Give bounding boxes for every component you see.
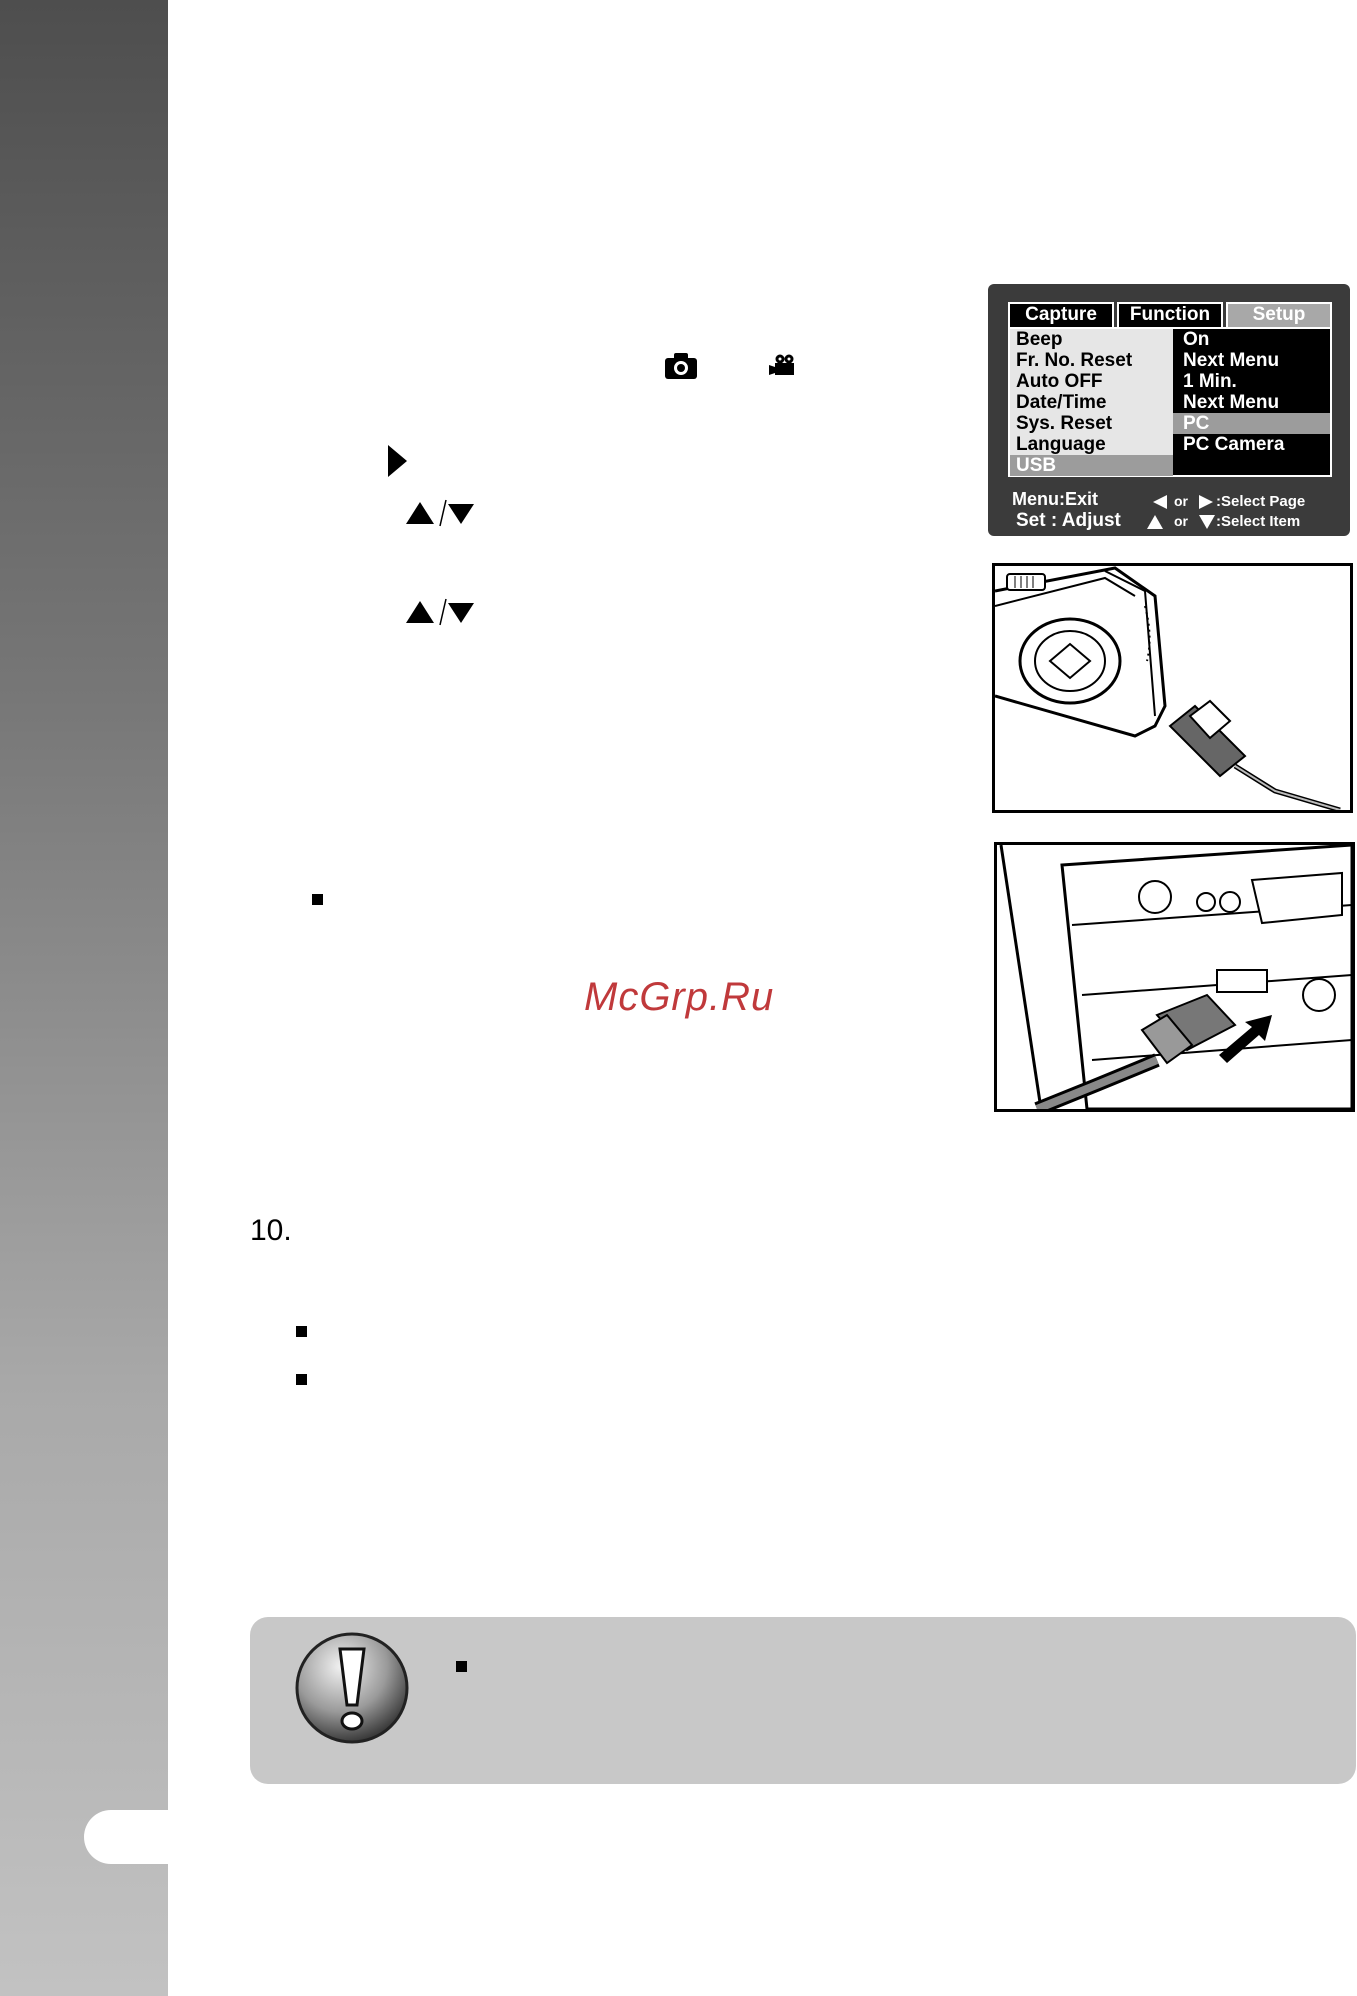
- tab-function: Function: [1117, 302, 1223, 327]
- page-number-tab: [84, 1810, 204, 1864]
- menu-value-list: [1173, 329, 1330, 475]
- pc-usb-port-drawing: [997, 845, 1352, 1109]
- up-down-arrow-icon: [404, 498, 474, 528]
- menu-value: PC Camera: [1183, 434, 1285, 455]
- menu-panel: [1008, 327, 1332, 477]
- bullet: [312, 894, 323, 905]
- footer-select-page: :Select Page: [1216, 493, 1306, 510]
- menu-item: Beep: [1016, 329, 1063, 350]
- step-number: 10.: [250, 1214, 292, 1247]
- menu-item: Auto OFF: [1016, 371, 1103, 392]
- footer-select-item: :Select Item: [1216, 513, 1301, 530]
- footer-or: or: [1174, 513, 1188, 529]
- camera-usb-drawing: [995, 566, 1350, 810]
- menu-value: On: [1183, 329, 1210, 350]
- menu-value-selected: PC: [1173, 413, 1330, 434]
- menu-item: Date/Time: [1016, 392, 1107, 413]
- tab-capture: Capture: [1008, 302, 1114, 327]
- menu-tabs: [1008, 302, 1332, 327]
- right-arrow-icon: [1198, 494, 1214, 510]
- setup-menu-screen: [988, 284, 1350, 536]
- tab-setup: Setup: [1226, 302, 1332, 327]
- left-arrow-icon: [1152, 494, 1168, 510]
- camera-usb-illustration: [992, 563, 1353, 813]
- menu-item-list: [1010, 329, 1173, 475]
- right-arrow-icon: [386, 444, 408, 478]
- menu-value: 1 Min.: [1183, 371, 1237, 392]
- camera-icon: [664, 352, 698, 380]
- menu-item: Sys. Reset: [1016, 413, 1113, 434]
- watermark: McGrp.Ru: [584, 975, 775, 1019]
- bullet: [296, 1374, 307, 1385]
- video-camera-icon: [768, 354, 796, 376]
- caution-box: [250, 1617, 1356, 1784]
- up-arrow-icon: [1146, 514, 1164, 530]
- footer-menu-exit: Menu:Exit: [1012, 489, 1099, 509]
- sidebar-band: [0, 0, 168, 1996]
- menu-value: Next Menu: [1183, 392, 1280, 413]
- menu-item: Fr. No. Reset: [1016, 350, 1133, 371]
- menu-item-selected: USB: [1010, 455, 1173, 476]
- menu-item: Language: [1016, 434, 1106, 455]
- up-down-arrow-icon: [404, 597, 474, 627]
- footer-set-adjust: Set : Adjust: [1016, 510, 1121, 531]
- menu-value: Next Menu: [1183, 350, 1280, 371]
- pc-usb-port-illustration: [994, 842, 1355, 1112]
- bullet: [296, 1326, 307, 1337]
- down-arrow-icon: [1198, 514, 1216, 530]
- exclamation-icon: [294, 1631, 410, 1745]
- bullet: [456, 1661, 467, 1672]
- footer-or: or: [1174, 493, 1188, 509]
